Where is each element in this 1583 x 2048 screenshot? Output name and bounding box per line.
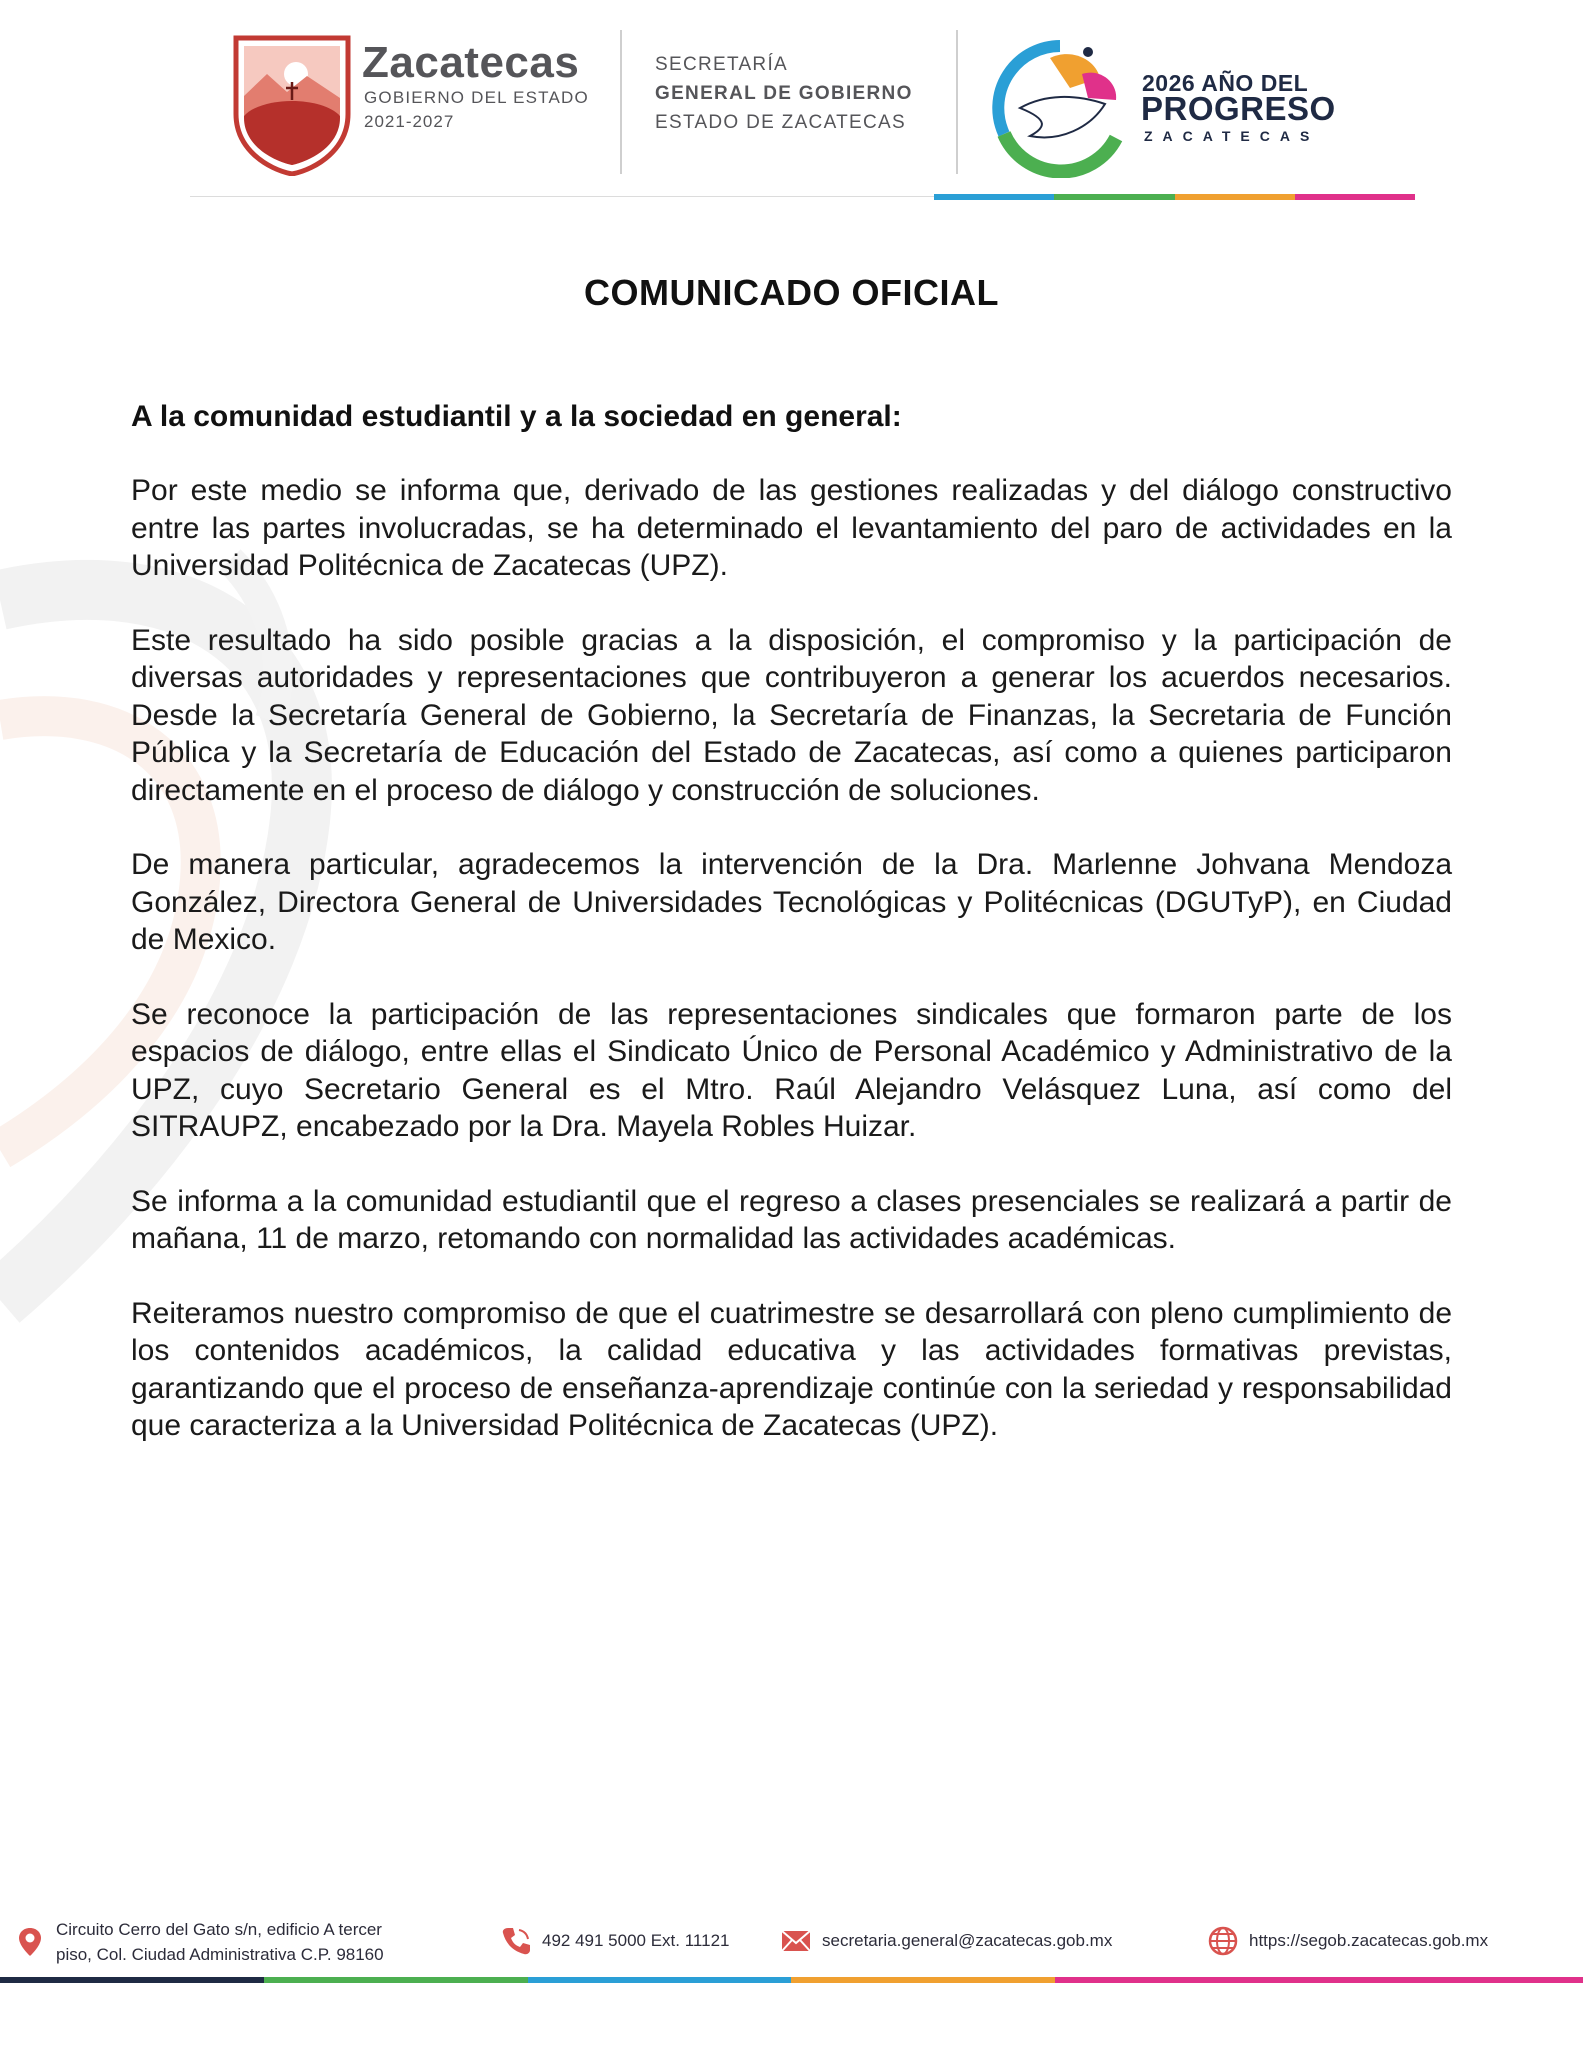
address-line-1: Circuito Cerro del Gato s/n, edificio A tercer <box>56 1920 382 1939</box>
location-pin-icon <box>14 1926 46 1958</box>
envelope-icon <box>780 1925 812 1957</box>
brand-name: Zacatecas <box>362 38 580 87</box>
website-link[interactable]: https://segob.zacatecas.gob.mx <box>1249 1931 1489 1950</box>
header-divider <box>620 30 622 174</box>
zacatecas-shield-logo <box>232 34 352 176</box>
paragraph: Se reconoce la participación de las representaciones sindicales que formaron parte de los espacios de diálogo, entre ellas el Sindicato Único de Personal Académico y Administrativo de la UPZ, cuyo Secretario General es el Mtro. Raúl Alejandro Velásquez Luna, así como del SITRAUPZ, encabezado por la Dra. Mayela Robles Huizar. <box>131 997 1452 1143</box>
paragraph: De manera particular, agradecemos la intervención de la Dra. Marlenne Johvana Mendoza González, Directora General de Universidades Tecnológicas y Politécnicas (DGUTyP), en Ciudad de Mexico. <box>131 848 1452 956</box>
globe-icon <box>1207 1925 1239 1957</box>
paragraph: Por este medio se informa que, derivado de las gestiones realizadas y del diálogo constructivo entre las partes involucradas, se ha determinado el levantamiento del paro de actividades en la Universidad Politécnica de Zacatecas (UPZ). <box>131 474 1452 582</box>
footer-color-bar <box>0 1977 1583 1983</box>
progress-line-3: ZACATECAS <box>1144 128 1320 144</box>
salutation: A la comunidad estudiantil y a la sociedad en general: <box>131 400 902 433</box>
dove-progress-logo <box>990 38 1130 178</box>
phone-icon <box>500 1925 532 1957</box>
brand-years: 2021-2027 <box>364 112 455 131</box>
footer-phone <box>500 1925 729 1957</box>
email-link[interactable]: secretaria.general@zacatecas.gob.mx <box>822 1931 1113 1950</box>
paragraph: Este resultado ha sido posible gracias a la disposición, el compromiso y la participación de diversas autoridades y representaciones que contribuyeron a generar los acuerdos necesarios. Desde la Secretaría General de Gobierno, la Secretaría de Finanzas, la Secretaria de Función Pública y la Secretaría de Educación del Estado de Zacatecas, así como a quienes participaron directamente en el proceso de diálogo y construcción de soluciones. <box>131 623 1452 807</box>
letterhead <box>190 28 1415 203</box>
paragraph: Reiteramos nuestro compromiso de que el cuatrimestre se desarrollará con pleno cumplimiento de los contenidos académicos, la calidad educativa y las actividades formativas previstas, garantizando que el proceso de enseñanza-aprendizaje continúe con la seriedad y responsabilidad que caracteriza a la Universidad Politécnica de Zacatecas (UPZ). <box>131 1296 1452 1442</box>
secretaria-line-1: SECRETARÍA <box>655 54 789 75</box>
footer-address <box>14 1917 384 1967</box>
footer-email <box>780 1925 1112 1957</box>
paragraph: Se informa a la comunidad estudiantil que el regreso a clases presenciales se realizará a partir de mañana, 11 de marzo, retomando con normalidad las actividades académicas. <box>131 1184 1452 1255</box>
address-line-2: piso, Col. Ciudad Administrativa C.P. 98160 <box>56 1945 384 1964</box>
document-title: COMUNICADO OFICIAL <box>584 272 999 313</box>
secretaria-line-2: GENERAL DE GOBIERNO <box>655 83 913 104</box>
brand-subtitle: GOBIERNO DEL ESTADO <box>364 88 589 107</box>
document-body <box>131 400 1452 1482</box>
header-divider <box>956 30 958 174</box>
footer <box>0 1905 1583 1985</box>
header-color-bar <box>934 194 1415 200</box>
phone-number[interactable]: 492 491 5000 Ext. 11121 <box>542 1931 730 1950</box>
progress-line-1: 2026 AÑO DEL <box>1142 70 1309 96</box>
footer-website <box>1207 1925 1488 1957</box>
secretaria-line-3: ESTADO DE ZACATECAS <box>655 112 906 133</box>
progress-line-2: PROGRESO <box>1141 90 1336 127</box>
